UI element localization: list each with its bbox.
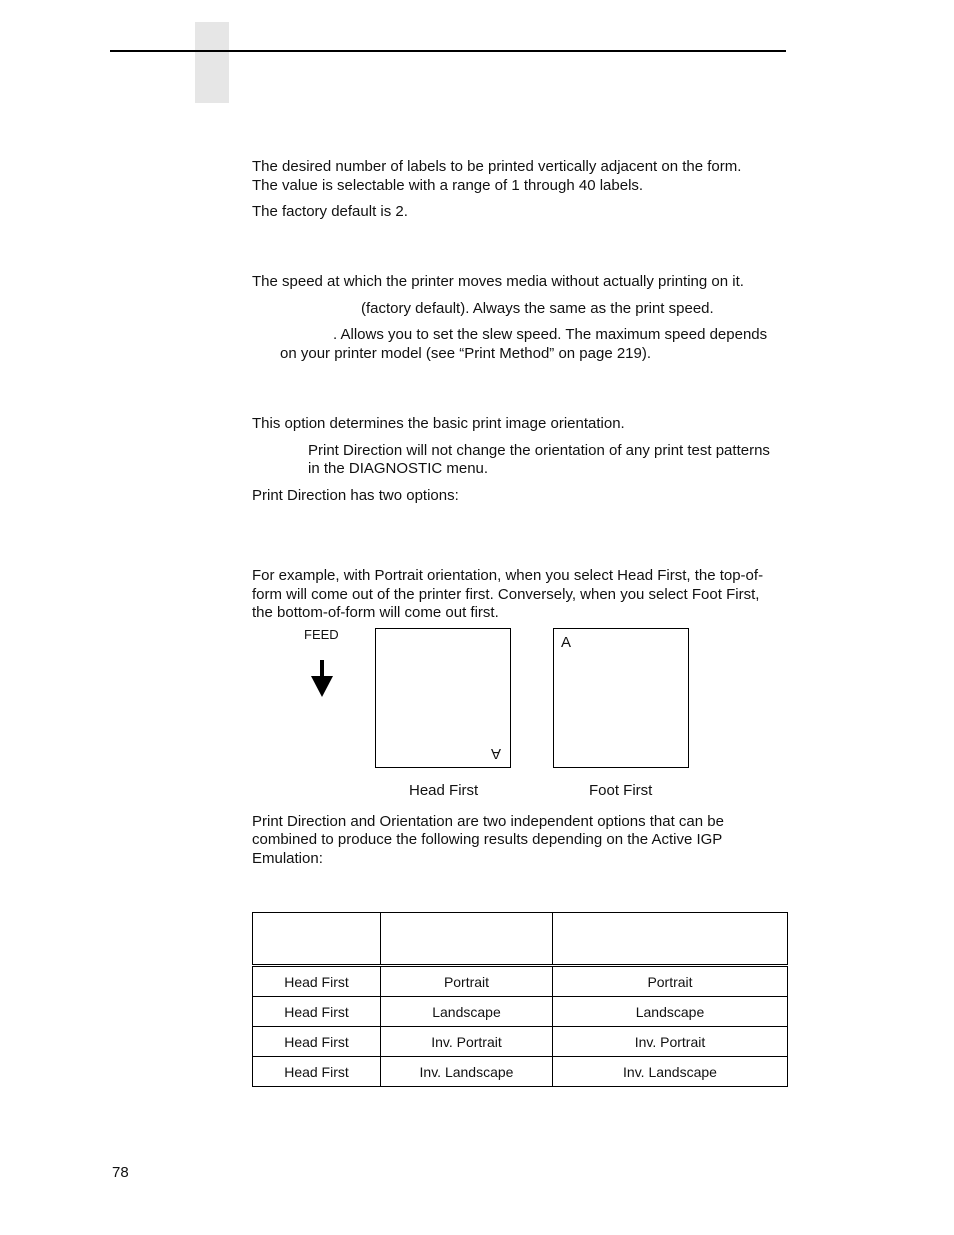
foot-first-caption: Foot First bbox=[589, 782, 653, 799]
table-row bbox=[253, 1027, 788, 1057]
foot-first-page bbox=[553, 628, 689, 768]
table-row bbox=[253, 966, 788, 997]
table-cell: Inv. Portrait bbox=[381, 1027, 553, 1057]
combined-line1: Print Direction and Orientation are two independent options that can be bbox=[252, 813, 724, 830]
feed-label: FEED bbox=[304, 627, 339, 642]
header-rule bbox=[110, 50, 786, 52]
combined-line2: combined to produce the following results depending on the Active IGP bbox=[252, 831, 723, 848]
options-intro: Print Direction has two options: bbox=[252, 487, 459, 504]
note-line1: Print Direction will not change the orientation of any print test patterns bbox=[308, 442, 770, 459]
combined-line3: Emulation: bbox=[252, 850, 323, 867]
table-cell: Head First bbox=[253, 1057, 381, 1087]
page-number: 78 bbox=[112, 1164, 129, 1181]
table-cell: Landscape bbox=[553, 997, 788, 1027]
head-first-caption: Head First bbox=[409, 782, 479, 799]
direction-orientation-table bbox=[252, 912, 788, 1087]
labels-default: The factory default is 2. bbox=[252, 203, 408, 220]
table-cell: Portrait bbox=[381, 966, 553, 997]
table-header-cell bbox=[253, 913, 381, 966]
table-cell: Head First bbox=[253, 966, 381, 997]
table-header-row bbox=[253, 913, 788, 966]
slew-option2-line2: on your printer model (see “Print Method” on page 219). bbox=[280, 345, 652, 362]
labels-desc-line1: The desired number of labels to be printed vertically adjacent on the form. bbox=[252, 158, 742, 175]
table-cell: Portrait bbox=[553, 966, 788, 997]
table-row bbox=[253, 997, 788, 1027]
table-cell: Inv. Portrait bbox=[553, 1027, 788, 1057]
slew-option1: (factory default). Always the same as the print speed. bbox=[361, 300, 714, 317]
table-row bbox=[253, 1057, 788, 1087]
table-header-cell bbox=[553, 913, 788, 966]
slew-intro: The speed at which the printer moves media without actually printing on it. bbox=[252, 273, 744, 290]
chapter-tab bbox=[195, 22, 229, 103]
print-direction-intro: This option determines the basic print image orientation. bbox=[252, 415, 625, 432]
foot-first-glyph: A bbox=[561, 634, 572, 651]
table-cell: Inv. Landscape bbox=[381, 1057, 553, 1087]
head-first-glyph: A bbox=[490, 745, 501, 762]
head-first-page bbox=[375, 628, 511, 768]
note-line2: in the DIAGNOSTIC menu. bbox=[308, 460, 489, 477]
example-line3: the bottom-of-form will come out first. bbox=[252, 604, 499, 621]
table-cell: Head First bbox=[253, 1027, 381, 1057]
table-cell: Landscape bbox=[381, 997, 553, 1027]
table-cell: Head First bbox=[253, 997, 381, 1027]
example-line1: For example, with Portrait orientation, when you select Head First, the top-of- bbox=[252, 567, 764, 584]
table-header-cell bbox=[381, 913, 553, 966]
slew-option2-line1: . Allows you to set the slew speed. The maximum speed depends bbox=[333, 326, 768, 343]
labels-desc-line2: The value is selectable with a range of 1 through 40 labels. bbox=[252, 177, 644, 194]
table-cell: Inv. Landscape bbox=[553, 1057, 788, 1087]
example-line2: form will come out of the printer first. Conversely, when you select Foot First, bbox=[252, 586, 760, 603]
feed-arrow-icon bbox=[310, 660, 334, 698]
